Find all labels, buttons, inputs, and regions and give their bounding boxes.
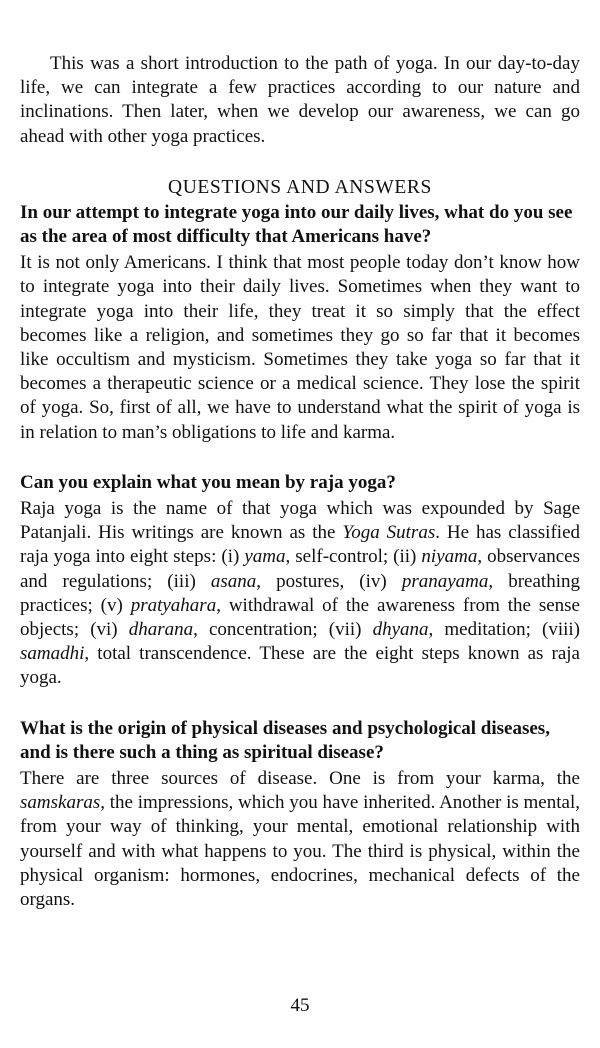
answer-2-segment-italic: asana xyxy=(210,570,257,592)
qa-block-1 xyxy=(20,201,580,445)
answer-1: It is not only Americans. I think that most people today don’t know how to integrate yoga into their daily lives. Sometimes when they want to integrate yoga into their life, they treat it so simply that the effect becomes like a religion, and sometimes they go so far that it becomes like occultism and mysticism. Sometimes they take yoga so far that it becomes a therapeutic science or a medical science. They lose the spirit of yoga. So, first of all, we have to understand what the spirit of yoga is in relation to man’s obligations to life and karma. xyxy=(20,252,580,443)
answer-2-segment: , breathing practices; (v) xyxy=(20,570,580,616)
answer-2-segment-italic: niyama xyxy=(421,546,478,568)
answer-2-segment-italic: pranayama xyxy=(401,570,489,592)
section-heading: QUESTIONS AND ANSWERS xyxy=(168,176,432,198)
answer-2-segment-italic: dharana xyxy=(128,619,194,641)
answer-3-segment: There are three sources of disease. One is from your karma, the xyxy=(20,768,580,790)
qa-block-3 xyxy=(20,717,580,913)
question-2: Can you explain what you mean by raja yoga? xyxy=(20,471,396,493)
answer-3-segment-italic: samskaras xyxy=(20,792,101,814)
answer-2-segment: , withdrawal of the awareness from the sense objects; (vi) xyxy=(20,594,580,641)
answer-2-segment: , concentration; (vii) xyxy=(193,619,373,641)
answer-3-segment: , the impressions, which you have inherited. Another is mental, from your way of thinking, your mental, emotional relationship with yourself and with what happens to you. The third is physical, within the physical organism: hormones, endocrines, mechanical defects of the organs. xyxy=(20,792,580,911)
answer-2-segment-italic: samadhi xyxy=(20,643,85,665)
answer-2-segment-italic: dhyana xyxy=(372,619,429,641)
answer-2-segment: , meditation; (viii) xyxy=(428,619,581,641)
answer-2 xyxy=(20,497,580,691)
answer-2-segment: . He has classified raja yoga into eight steps: (i) xyxy=(20,522,581,568)
answer-2-segment-italic: pratyahara xyxy=(130,594,217,616)
question-3: What is the origin of physical diseases and psychological diseases, and is there such a thing as spiritual disease? xyxy=(20,717,550,763)
answer-2-segment: , total transcendence. These are the eight steps known as raja yoga. xyxy=(20,643,580,689)
question-1: In our attempt to integrate yoga into our daily lives, what do you see as the area of most difficulty that Americans have? xyxy=(20,201,573,248)
qa-block-2 xyxy=(20,471,580,691)
answer-2-segment-italic: yama xyxy=(244,546,286,568)
intro-paragraph: This was a short introduction to the path of yoga. In our day-to-day life, we can integrate a few practices according to our nature and inclinations. Then later, when we develop our awareness, we can go ahead with other yoga practices. xyxy=(20,53,580,147)
answer-2-segment: Raja yoga is the name of that yoga which was expounded by Sage Patanjali. His writings are known as the xyxy=(20,498,580,544)
answer-2-segment: , postures, (iv) xyxy=(256,570,402,592)
answer-2-segment: , observances and regulations; (iii) xyxy=(20,546,580,592)
page-number: 45 xyxy=(290,995,310,1016)
answer-3 xyxy=(20,767,580,912)
answer-2-segment-italic: Yoga Sutras xyxy=(342,522,436,544)
answer-2-segment: , self-control; (ii) xyxy=(285,546,422,568)
